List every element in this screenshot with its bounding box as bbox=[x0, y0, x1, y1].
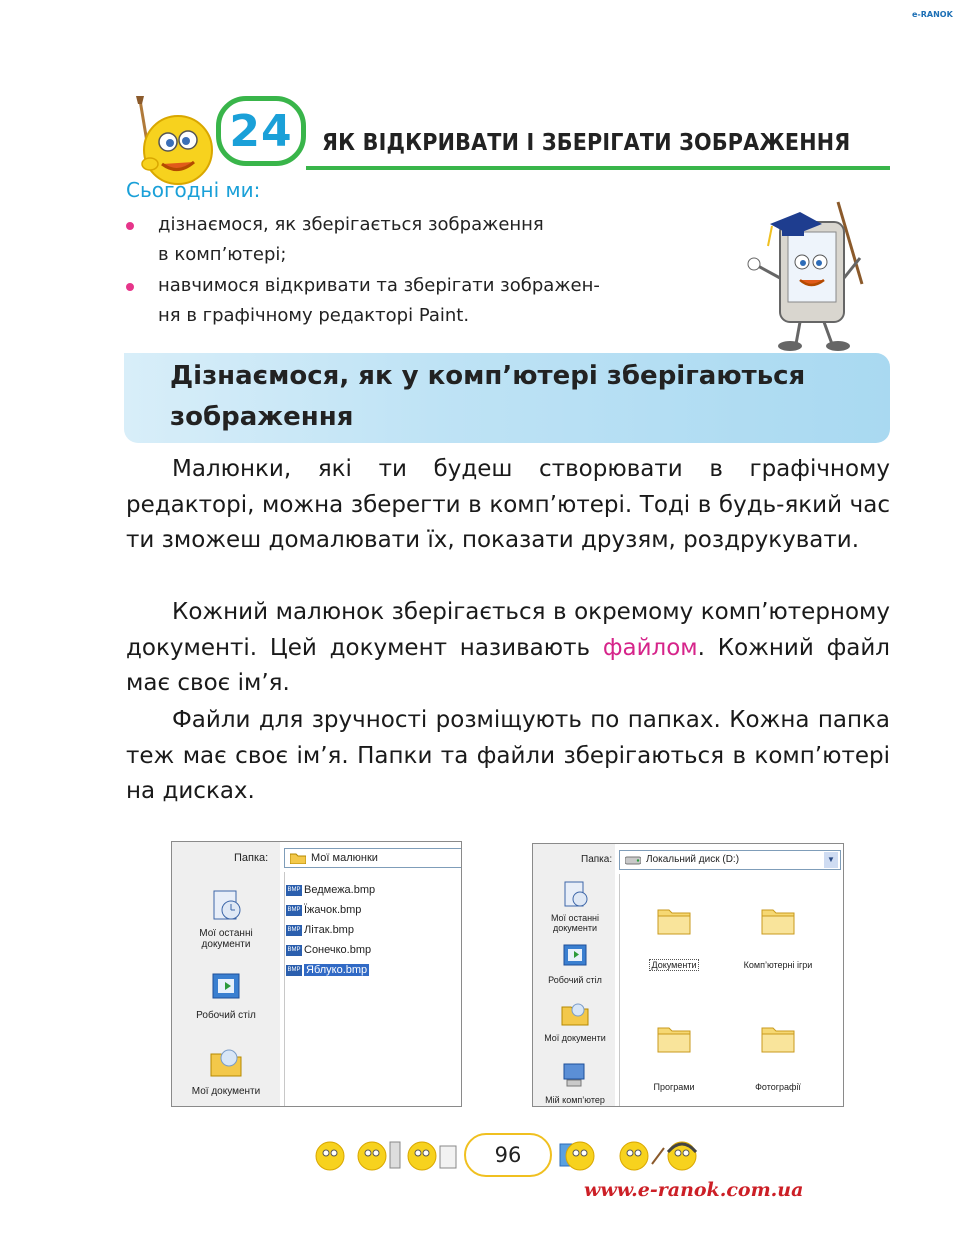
folder-combo-value: Мої малюнки bbox=[311, 852, 378, 864]
section-title-line: Дізнаємося, як у комп’ютері зберігаються bbox=[170, 361, 806, 391]
folder-combo[interactable] bbox=[284, 848, 462, 868]
place-label: Мої документи bbox=[544, 1033, 606, 1043]
folder-name: Програми bbox=[653, 1082, 695, 1092]
paragraph-text: . Кожний файл має своє ім’я. bbox=[126, 634, 890, 697]
intro-bullet bbox=[126, 271, 706, 331]
file-name: Сонечко.bmp bbox=[304, 944, 372, 956]
place-my-documents[interactable] bbox=[178, 1046, 274, 1097]
intro-bullet bbox=[126, 210, 706, 270]
bullet-dot-icon bbox=[126, 283, 134, 291]
publisher-logo bbox=[912, 2, 962, 19]
folder-item[interactable] bbox=[619, 904, 729, 970]
page-number: 96 bbox=[494, 1143, 522, 1167]
file-name: Яблуко.bmp bbox=[306, 964, 368, 976]
header-rule bbox=[306, 166, 890, 170]
file-row[interactable] bbox=[286, 882, 375, 899]
recent-documents-icon bbox=[561, 880, 589, 908]
folder-item[interactable] bbox=[723, 1022, 833, 1092]
paragraph-text: Файли для зручності розміщують по папках. Кожна папка теж має своє ім’я. Папки та файли зберігаються в комп’ютері на дисках. bbox=[126, 707, 890, 805]
folder-combo-value: Локальний диск (D:) bbox=[646, 854, 740, 865]
file-row[interactable] bbox=[286, 902, 361, 919]
open-dialog-screenshot-right bbox=[532, 843, 844, 1107]
footer-mascots-right bbox=[556, 1134, 706, 1176]
place-label: Мої документи bbox=[191, 1086, 261, 1097]
drive-icon bbox=[625, 855, 641, 865]
tablet-teacher-illustration bbox=[738, 188, 888, 354]
file-row[interactable] bbox=[286, 942, 371, 959]
publisher-logo-text: e-RANOK bbox=[912, 10, 953, 19]
folder-combo[interactable] bbox=[619, 850, 841, 870]
folder-name: Комп’ютерні ігри bbox=[743, 960, 813, 970]
place-desktop[interactable] bbox=[535, 942, 615, 985]
folder-icon bbox=[290, 852, 306, 864]
folder-name: Документи bbox=[649, 959, 700, 971]
key-term: файлом bbox=[602, 634, 698, 661]
place-desktop[interactable] bbox=[182, 970, 270, 1021]
paragraph-text: Кожний малюнок зберігається в окремому комп’ютерному документі. Цей документ називають bbox=[126, 599, 890, 661]
folder-icon bbox=[760, 1022, 796, 1054]
page-number-badge bbox=[464, 1133, 552, 1177]
bmp-file-icon: BMP bbox=[286, 965, 302, 976]
sun-mascot-illustration bbox=[126, 94, 218, 190]
bmp-file-icon: BMP bbox=[286, 945, 302, 956]
desktop-icon bbox=[561, 942, 589, 970]
paragraph bbox=[126, 703, 890, 810]
chevron-down-icon[interactable]: ▼ bbox=[824, 852, 838, 868]
my-documents-icon bbox=[209, 1046, 243, 1080]
section-title bbox=[170, 356, 870, 438]
lesson-title: ЯК ВІДКРИВАТИ І ЗБЕРІГАТИ ЗОБРАЖЕННЯ bbox=[322, 130, 851, 156]
my-computer-icon bbox=[561, 1062, 589, 1090]
open-dialog-screenshot-left bbox=[171, 841, 462, 1107]
bullet-line: ня в графічному редакторі Paint. bbox=[158, 305, 470, 326]
folder-name: Фотографії bbox=[755, 1082, 801, 1092]
folder-label: Папка: bbox=[581, 854, 613, 865]
today-heading: Сьогодні ми: bbox=[126, 178, 261, 202]
bullet-line: в комп’ютері; bbox=[158, 244, 287, 265]
place-label: Робочий стіл bbox=[548, 975, 602, 985]
folder-label: Папка: bbox=[234, 852, 269, 864]
file-name: Літак.bmp bbox=[304, 924, 354, 936]
bullet-line: дізнаємося, як зберігається зображення bbox=[158, 214, 544, 235]
file-row-selected[interactable] bbox=[286, 962, 369, 979]
desktop-icon bbox=[209, 970, 243, 1004]
folder-item[interactable] bbox=[723, 904, 833, 970]
file-row[interactable] bbox=[286, 922, 354, 939]
place-my-documents[interactable] bbox=[535, 1000, 615, 1043]
my-documents-icon bbox=[561, 1000, 589, 1028]
bullet-line: навчимося відкривати та зберігати зображен- bbox=[158, 275, 600, 296]
place-label: Мої останні документи bbox=[199, 928, 253, 950]
lesson-number-badge bbox=[216, 96, 306, 166]
place-recent-documents[interactable] bbox=[182, 888, 270, 950]
place-label: Мій комп’ютер bbox=[545, 1095, 605, 1105]
bullet-dot-icon bbox=[126, 222, 134, 230]
file-name: Їжачок.bmp bbox=[304, 904, 362, 916]
paragraph bbox=[126, 595, 890, 702]
folder-icon bbox=[656, 904, 692, 936]
lesson-number: 24 bbox=[229, 105, 293, 157]
folder-icon bbox=[656, 1022, 692, 1054]
file-name: Ведмежа.bmp bbox=[304, 884, 376, 896]
folder-icon bbox=[760, 904, 796, 936]
paragraph-text: Малюнки, які ти будеш створювати в графічному редакторі, можна зберегти в комп’ютері. Тоді в будь-який час ти зможеш домалювати їх, показати друзям, роздрукувати. bbox=[126, 456, 890, 554]
publisher-url[interactable]: www.e-ranok.com.ua bbox=[584, 1179, 804, 1201]
footer-mascots-left bbox=[310, 1134, 460, 1176]
paragraph bbox=[126, 452, 890, 559]
place-recent-documents[interactable] bbox=[535, 880, 615, 933]
bmp-file-icon: BMP bbox=[286, 925, 302, 936]
section-title-line: зображення bbox=[170, 402, 354, 432]
folder-item[interactable] bbox=[619, 1022, 729, 1092]
place-label: Робочий стіл bbox=[196, 1010, 256, 1021]
recent-documents-icon bbox=[209, 888, 243, 922]
bmp-file-icon: BMP bbox=[286, 885, 302, 896]
place-my-computer[interactable] bbox=[535, 1062, 615, 1105]
place-label: Мої останні документи bbox=[550, 913, 600, 933]
bmp-file-icon: BMP bbox=[286, 905, 302, 916]
